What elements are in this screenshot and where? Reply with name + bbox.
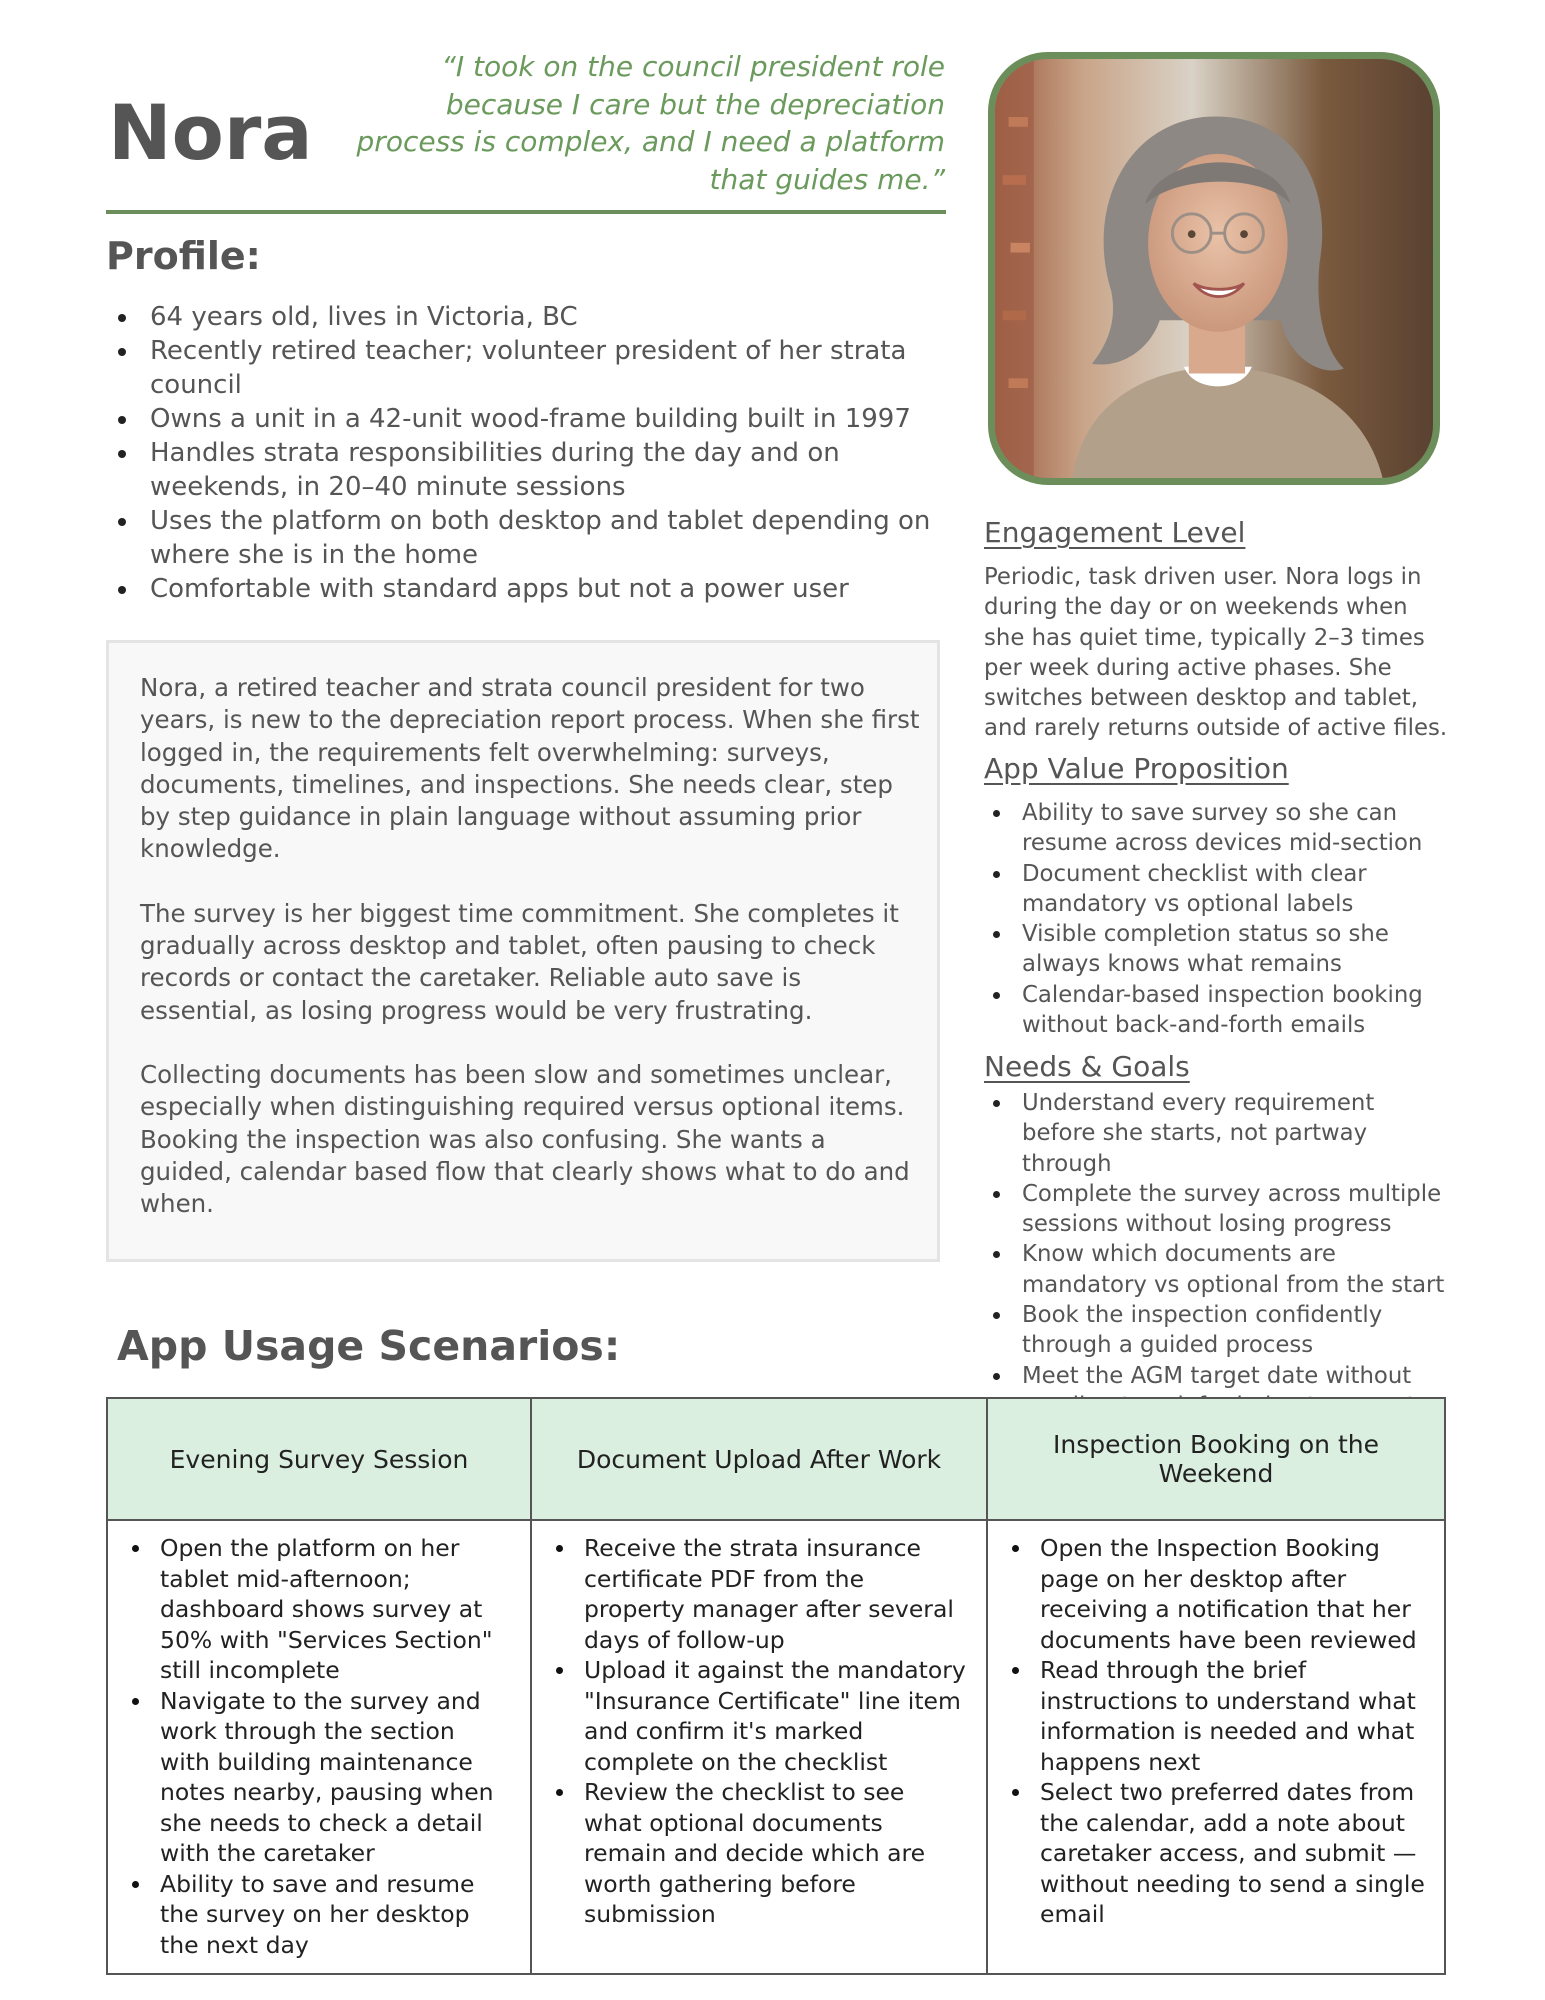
profile-item: Handles strata responsibilities during the day and on weekends, in 20–40 minute sessions	[108, 436, 948, 504]
needs-goals-item: Know which documents are mandatory vs optional from the start	[984, 1239, 1454, 1300]
scenario-cell	[987, 1520, 1445, 1974]
scenarios-body-row	[107, 1520, 1445, 1974]
persona-photo	[988, 52, 1440, 485]
needs-goals-heading: Needs & Goals	[984, 1050, 1190, 1083]
scenario-step: Read through the brief instructions to understand what information is needed and what happens next	[998, 1655, 1426, 1777]
scenario-steps	[998, 1533, 1426, 1930]
scenario-steps	[118, 1533, 512, 1960]
scenario-cell	[107, 1520, 531, 1974]
profile-item: Recently retired teacher; volunteer president of her strata council	[108, 334, 948, 402]
scenario-step: Open the Inspection Booking page on her desktop after receiving a notification that her documents have been reviewed	[998, 1533, 1426, 1655]
scenarios-table	[106, 1397, 1446, 1975]
scenario-step: Open the platform on her tablet mid-afternoon; dashboard shows survey at 50% with "Services Section" still incomplete	[118, 1533, 512, 1686]
profile-item: 64 years old, lives in Victoria, BC	[108, 300, 948, 334]
value-proposition-heading: App Value Proposition	[984, 752, 1289, 785]
bio-text	[140, 672, 920, 1252]
value-proposition-item: Calendar-based inspection booking without back-and-forth emails	[984, 980, 1454, 1041]
scenario-step: Review the checklist to see what optional documents remain and decide which are worth gathering before submission	[542, 1777, 968, 1930]
value-proposition-item: Visible completion status so she always knows what remains	[984, 919, 1454, 980]
persona-name: Nora	[108, 88, 313, 177]
scenario-cell	[531, 1520, 987, 1974]
engagement-text: Periodic, task driven user. Nora logs in during the day or on weekends when she has quiet time, typically 2–3 times per week during active phases. She switches between desktop and tablet, and rarely returns outside of active files.	[984, 564, 1448, 742]
portrait-illustration	[995, 59, 1433, 478]
profile-heading: Profile:	[106, 234, 261, 278]
bio-paragraph: The survey is her biggest time commitment. She completes it gradually across desktop and tablet, often pausing to check records or contact the caretaker. Reliable auto save is essential, as losing progress would be very frustrating.	[140, 898, 899, 1025]
value-proposition-item: Ability to save survey so she can resume across devices mid-section	[984, 798, 1454, 859]
scenario-title: Inspection Booking on the Weekend	[987, 1398, 1445, 1520]
value-proposition-item: Document checklist with clear mandatory vs optional labels	[984, 859, 1454, 920]
needs-goals-list	[984, 1088, 1454, 1421]
profile-item: Owns a unit in a 42-unit wood-frame building built in 1997	[108, 402, 948, 436]
scenarios-header-row	[107, 1398, 1445, 1520]
scenario-step: Upload it against the mandatory "Insurance Certificate" line item and confirm it's marked complete on the checklist	[542, 1655, 968, 1777]
persona-quote: “I took on the council president role because I care but the depreciation process is complex, and I need a platform that guides me.”	[356, 50, 945, 196]
engagement-heading: Engagement Level	[984, 516, 1246, 549]
scenario-title: Document Upload After Work	[531, 1398, 987, 1520]
needs-goals-item: Understand every requirement before she starts, not partway through	[984, 1088, 1454, 1179]
header-divider	[106, 210, 946, 214]
needs-goals-item: Book the inspection confidently through a guided process	[984, 1300, 1454, 1361]
value-proposition-list	[984, 798, 1454, 1040]
scenarios-heading: App Usage Scenarios:	[117, 1322, 621, 1370]
scenario-step: Receive the strata insurance certificate PDF from the property manager after several days of follow-up	[542, 1533, 968, 1655]
scenario-step: Ability to save and resume the survey on her desktop the next day	[118, 1869, 512, 1961]
scenario-step: Navigate to the survey and work through the section with building maintenance notes nearby, pausing when she needs to check a detail with the caretaker	[118, 1686, 512, 1869]
profile-list	[108, 300, 948, 606]
scenario-title: Evening Survey Session	[107, 1398, 531, 1520]
profile-item: Uses the platform on both desktop and tablet depending on where she is in the home	[108, 504, 948, 572]
bio-paragraph: Collecting documents has been slow and sometimes unclear, especially when distinguishing required versus optional items. Booking the inspection was also confusing. She wants a guided, calendar based flow that clearly shows what to do and when.	[140, 1059, 910, 1219]
needs-goals-item: Complete the survey across multiple sessions without losing progress	[984, 1179, 1454, 1240]
scenario-steps	[542, 1533, 968, 1930]
profile-item: Comfortable with standard apps but not a power user	[108, 572, 948, 606]
bio-paragraph: Nora, a retired teacher and strata council president for two years, is new to the depreciation report process. When she first logged in, the requirements felt overwhelming: surveys, documents, timelines, and inspections. She needs clear, step by step guidance in plain language without assuming prior knowledge.	[140, 673, 920, 864]
scenario-step: Select two preferred dates from the calendar, add a note about caretaker access, and submit — without needing to send a single email	[998, 1777, 1426, 1930]
needs-goals-item: Meet the AGM target date without	[984, 1361, 1454, 1422]
